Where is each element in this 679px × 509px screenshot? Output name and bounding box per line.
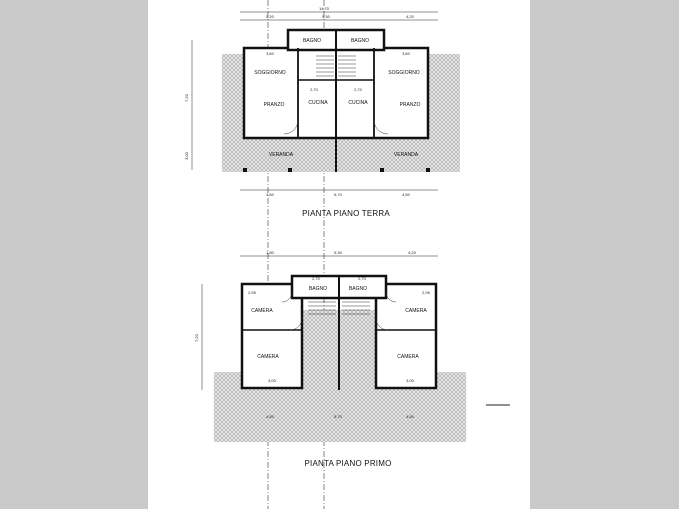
left-margin-background — [0, 0, 148, 509]
gf-dim-top-mid: 5,30 — [322, 14, 330, 19]
ff-room-camera-bottom-right: CAMERA — [397, 354, 419, 360]
ff-room-camera-top-left: CAMERA — [251, 308, 273, 314]
ff-right-unit-walls — [376, 284, 436, 388]
ff-dim-room-a: 2,95 — [248, 290, 256, 295]
drawing-sheet — [148, 0, 530, 509]
gf-dim-bottom-left: 4,50 — [266, 192, 274, 197]
ff-dim-top-mid: 5,30 — [334, 250, 342, 255]
gf-dim-total: 14,70 — [318, 6, 330, 11]
ff-room-camera-top-right: CAMERA — [405, 308, 427, 314]
gf-room-cucina-right: CUCINA — [348, 100, 368, 106]
gf-dim-bottom-right: 4,50 — [402, 192, 410, 197]
ff-room-bagno-right: BAGNO — [348, 286, 368, 292]
gf-room-pranzo-left: PRANZO — [263, 102, 285, 108]
gf-room-cucina-left: CUCINA — [308, 100, 328, 106]
ff-dim-top-left: 1,80 — [266, 250, 274, 255]
ff-dim-top-right: 4,20 — [408, 250, 416, 255]
ff-dim-side: 7,20 — [194, 334, 199, 342]
gf-room-soggiorno-right: SOGGIORNO — [388, 70, 420, 76]
ff-left-unit-walls — [242, 284, 302, 388]
gf-dim-bottom-mid: 5,70 — [334, 192, 342, 197]
gf-dim-room-a: 3,60 — [266, 51, 274, 56]
first-floor-plan — [194, 250, 510, 468]
ff-dim-bottom-mid: 5,70 — [334, 414, 342, 419]
ff-title: PIANTA PIANO PRIMO — [304, 459, 392, 468]
ff-dim-room-b: 2,70 — [312, 276, 320, 281]
gf-room-pranzo-right: PRANZO — [399, 102, 421, 108]
ff-room-camera-bottom-left: CAMERA — [257, 354, 279, 360]
gf-dim-side-upper: 7,20 — [184, 94, 189, 102]
gf-dim-top-left: 5,20 — [266, 14, 274, 19]
gf-dim-side-lower: 3,00 — [184, 152, 189, 160]
gf-dim-room-c: 2,70 — [354, 87, 362, 92]
ff-dim-bottom-left: 4,50 — [266, 414, 274, 419]
ground-floor-plan — [184, 6, 460, 218]
floor-plans-drawing — [148, 0, 530, 509]
gf-room-veranda-left: VERANDA — [268, 152, 294, 158]
gf-dim-room-b: 2,70 — [310, 87, 318, 92]
ff-dim-bottom-right: 4,50 — [406, 414, 414, 419]
gf-room-soggiorno-left: SOGGIORNO — [254, 70, 286, 76]
gf-dim-room-d: 3,60 — [402, 51, 410, 56]
gf-title: PIANTA PIANO TERRA — [302, 209, 390, 218]
gf-dim-top-right: 4,20 — [406, 14, 414, 19]
gf-room-veranda-right: VERANDA — [393, 152, 419, 158]
ff-dim-room-c: 2,70 — [358, 276, 366, 281]
ff-room-bagno-left: BAGNO — [308, 286, 328, 292]
ff-dim-room-f: 3,00 — [406, 378, 414, 383]
gf-room-bagno-left: BAGNO — [302, 38, 322, 44]
ff-dim-room-e: 3,00 — [268, 378, 276, 383]
ff-dim-room-d: 2,95 — [422, 290, 430, 295]
right-margin-background — [530, 0, 679, 509]
gf-room-bagno-right: BAGNO — [350, 38, 370, 44]
